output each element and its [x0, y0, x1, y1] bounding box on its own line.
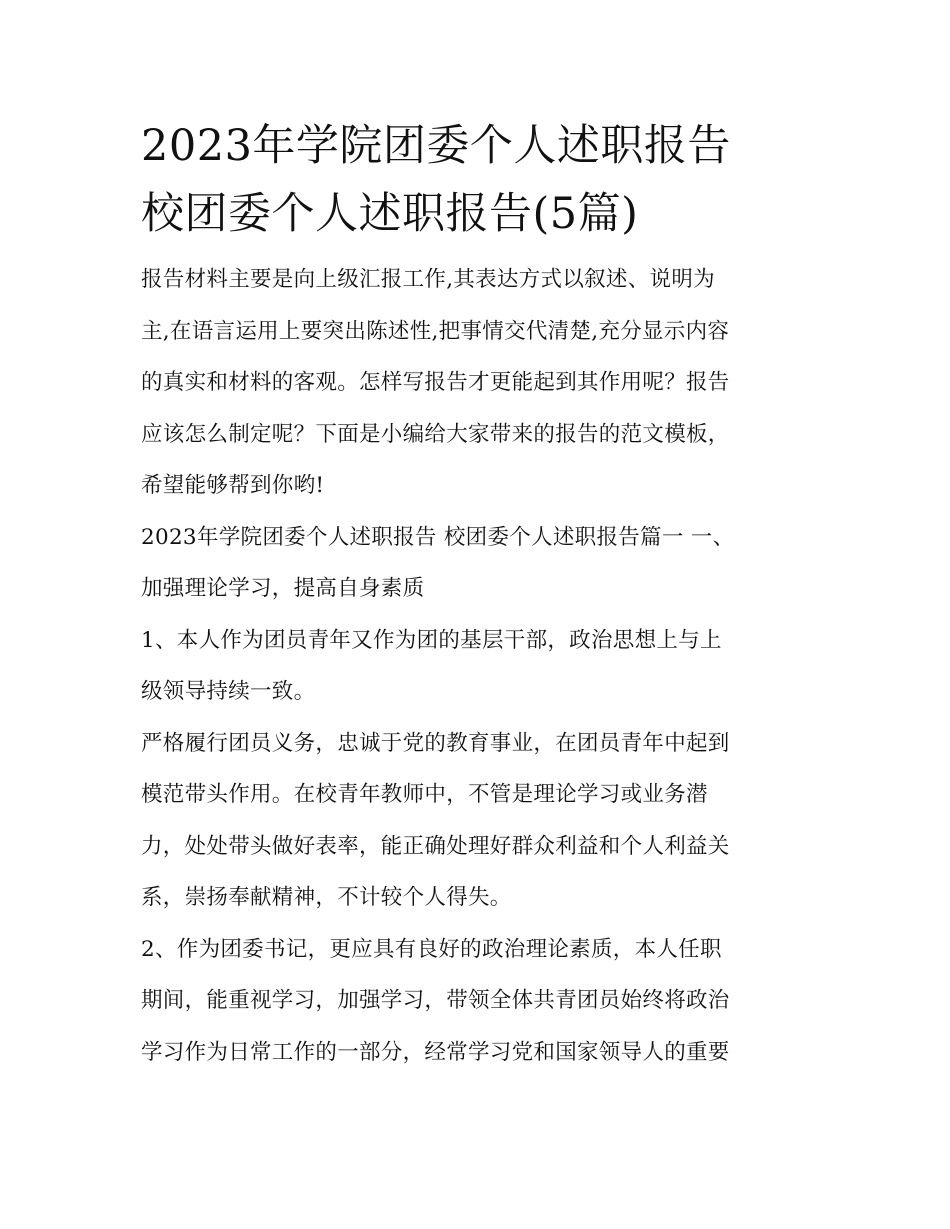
- title-line: 校团委个人述职报告(5篇): [141, 189, 639, 239]
- body-line: 2023年学院团委个人述职报告 校团委个人述职报告篇一 一、: [141, 524, 735, 550]
- body-line: 力，处处带头做好表率，能正确处理好群众利益和个人利益关: [141, 833, 730, 859]
- body-line: 系，崇扬奉献精神，不计较个人得失。: [141, 885, 512, 910]
- document-title: [141, 112, 813, 248]
- body-line: 希望能够帮到你哟!: [141, 473, 325, 498]
- body-line: 应该怎么制定呢？下面是小编给大家带来的报告的范文模板，: [141, 421, 730, 447]
- body-line: 报告材料主要是向上级汇报工作,其表达方式以叙述、说明为: [141, 267, 715, 292]
- body-line: 模范带头作用。在校青年教师中，不管是理论学习或业务潜: [141, 782, 708, 807]
- body-line: 2、作为团委书记，更应具有良好的政治理论素质，本人任职: [141, 936, 722, 962]
- body-line: 期间，能重视学习，加强学习，带领全体共青团员始终将政治: [141, 988, 730, 1013]
- body-line: 1、本人作为团员青年又作为团的基层干部，政治思想上与上: [141, 627, 722, 653]
- document-body: [141, 254, 813, 1078]
- body-line: 严格履行团员义务，忠诚于党的教育事业，在团员青年中起到: [141, 730, 730, 756]
- body-line: 的真实和材料的客观。怎样写报告才更能起到其作用呢？报告: [141, 370, 730, 395]
- body-line: 学习作为日常工作的一部分，经常学习党和国家领导人的重要: [141, 1039, 730, 1065]
- document-page: [141, 112, 813, 1078]
- body-line: 级领导持续一致。: [141, 679, 316, 704]
- title-line: 2023年学院团委个人述职报告: [141, 121, 731, 171]
- body-line: 加强理论学习，提高自身素质: [141, 576, 425, 601]
- body-line: 主,在语言运用上要突出陈述性,把事情交代清楚,充分显示内容: [141, 318, 730, 344]
